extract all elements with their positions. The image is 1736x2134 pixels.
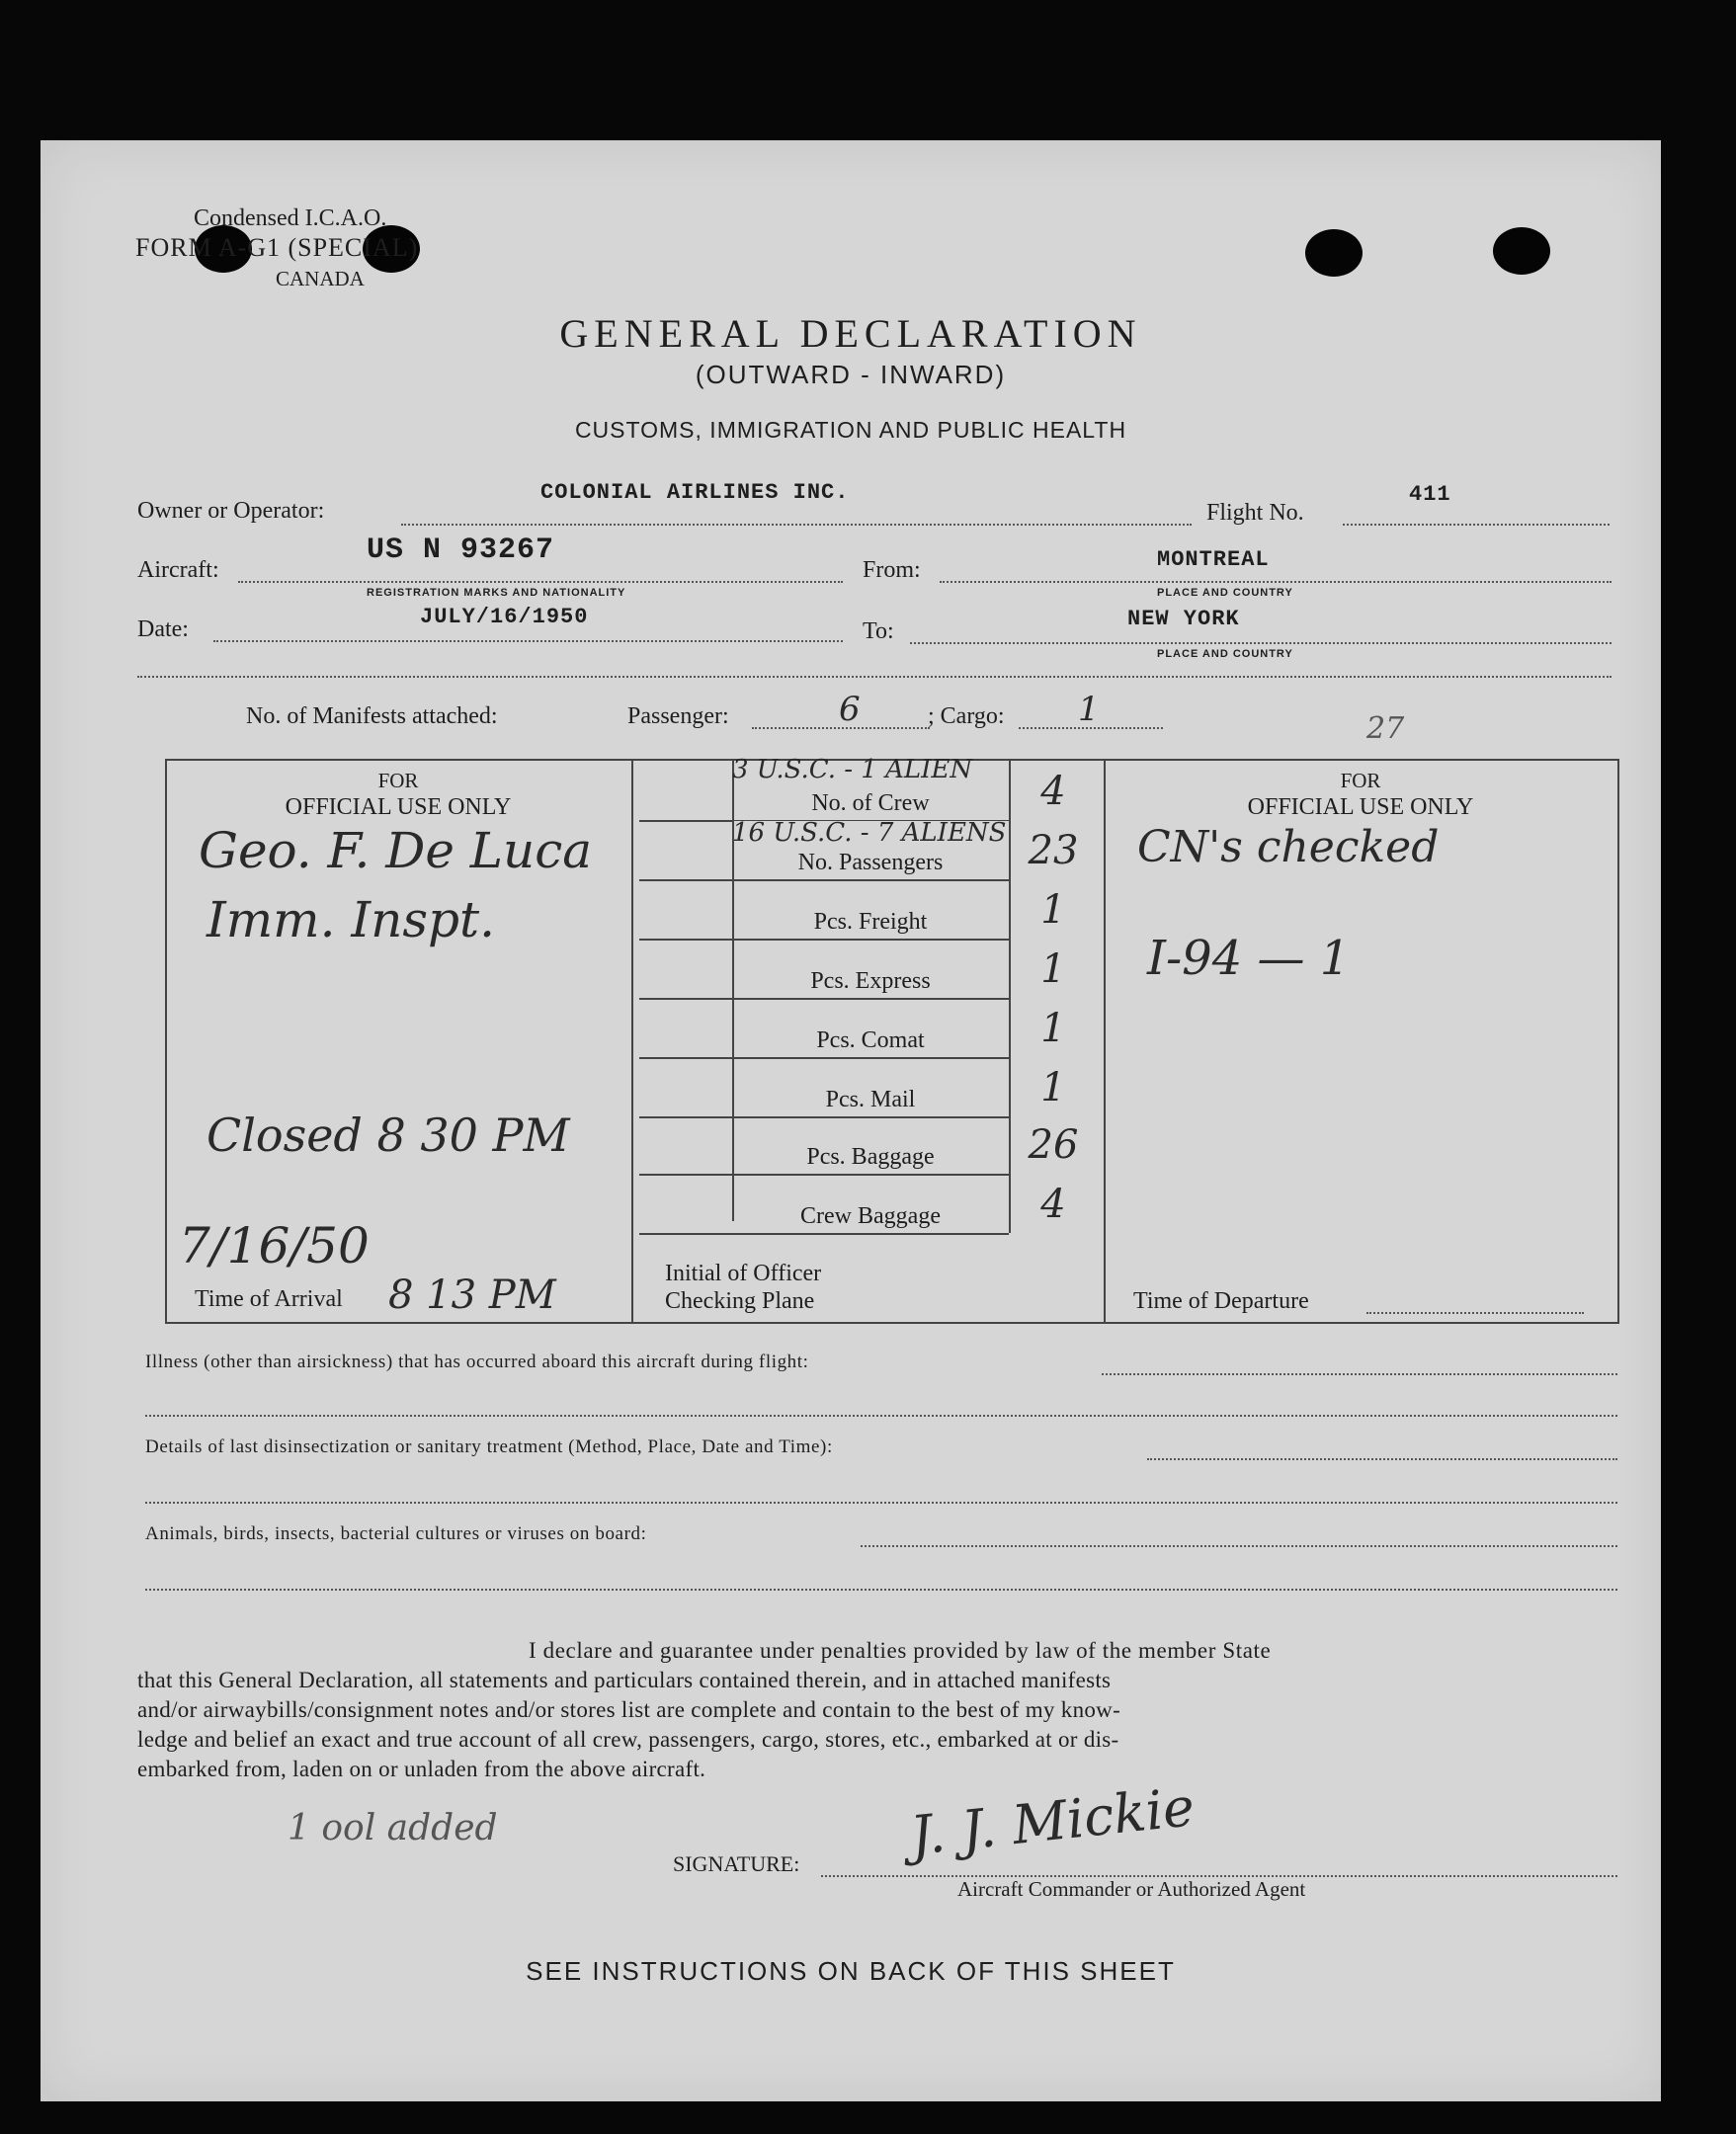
- row-label: Pcs. Mail: [825, 1087, 916, 1112]
- departure-label: Time of Departure: [1133, 1288, 1309, 1314]
- signature-label: SIGNATURE:: [673, 1851, 800, 1876]
- row-line: [732, 1174, 1009, 1176]
- to-line: [910, 642, 1612, 644]
- crew-note: 3 U.S.C. - 1 ALIEN: [732, 755, 973, 784]
- subtitle: (OUTWARD - INWARD): [695, 360, 1007, 389]
- row-label: Pcs. Baggage: [806, 1144, 935, 1170]
- i94-note: I-94 — 1: [1147, 931, 1351, 986]
- row-line: [639, 1174, 732, 1176]
- initial-label-1: Initial of Officer: [665, 1261, 822, 1286]
- closed-note: Closed 8 30 PM: [207, 1108, 570, 1162]
- signature-image: J. J. Mickie: [907, 1775, 1198, 1867]
- row-line: [639, 939, 732, 941]
- cn-checked-note: CN's checked: [1137, 822, 1440, 872]
- officer-name-note: Geo. F. De Luca: [199, 822, 593, 879]
- instructions-footer: SEE INSTRUCTIONS ON BACK OF THIS SHEET: [526, 1956, 1176, 1986]
- row-line: [732, 820, 1009, 821]
- departure-line: [1366, 1312, 1584, 1314]
- margin-number: 27: [1366, 711, 1405, 746]
- animals-line-1: [861, 1545, 1617, 1547]
- row-line: [732, 998, 1009, 1000]
- animals-line-2: [145, 1589, 1617, 1591]
- row-label: No. of Crew: [811, 790, 930, 816]
- illness-line-2: [145, 1415, 1617, 1417]
- page-title: GENERAL DECLARATION: [559, 311, 1142, 356]
- subtitle-2: CUSTOMS, IMMIGRATION AND PUBLIC HEALTH: [574, 417, 1127, 443]
- from-value: MONTREAL: [1157, 547, 1270, 572]
- animals-question: Animals, birds, insects, bacterial cultures or viruses on board:: [145, 1523, 647, 1544]
- row-label: Pcs. Comat: [816, 1027, 925, 1053]
- row-label: Pcs. Freight: [813, 909, 928, 935]
- row-value: 4: [1040, 1182, 1066, 1227]
- row-value: 1: [1040, 1065, 1066, 1110]
- row-value: 26: [1028, 1122, 1079, 1168]
- aircraft-value: US N 93267: [367, 534, 555, 567]
- owner-label: Owner or Operator:: [137, 498, 325, 524]
- illness-question: Illness (other than airsickness) that has occurred aboard this aircraft during flight:: [145, 1352, 809, 1372]
- owner-value: COLONIAL AIRLINES INC.: [540, 480, 850, 505]
- manifests-label: No. of Manifests attached:: [246, 703, 498, 729]
- row-line: [639, 879, 732, 881]
- country-label: CANADA: [276, 267, 365, 290]
- declaration-line: that this General Declaration, all statements and particulars contained therein, and in attached manifests: [137, 1668, 1112, 1692]
- condensed-label: Condensed I.C.A.O.: [194, 205, 387, 231]
- row-label: No. Passengers: [797, 850, 944, 875]
- row-line: [639, 998, 732, 1000]
- passenger-label: Passenger:: [627, 703, 729, 729]
- flight-value: 411: [1409, 482, 1451, 507]
- declaration-line: and/or airwaybills/consignment notes and/or stores list are complete and contain to the best of my know-: [137, 1697, 1121, 1722]
- passenger-note: 16 U.S.C. - 7 ALIENS: [732, 818, 1007, 848]
- punch-hole: [1305, 229, 1363, 277]
- margin-note: 1 ool added: [288, 1808, 498, 1848]
- left-box-divider: [631, 759, 633, 1322]
- right-official: OFFICIAL USE ONLY: [1247, 794, 1474, 820]
- from-caption: PLACE AND COUNTRY: [1157, 587, 1293, 599]
- row-line: [639, 820, 732, 822]
- aircraft-line: [238, 581, 843, 583]
- arrival-label: Time of Arrival: [195, 1286, 343, 1312]
- date-label: Date:: [137, 616, 189, 642]
- to-value: NEW YORK: [1127, 607, 1240, 631]
- row-line: [732, 939, 1009, 941]
- form-number: FORM A-G1 (SPECIAL): [135, 233, 419, 262]
- aircraft-caption: REGISTRATION MARKS AND NATIONALITY: [367, 587, 626, 599]
- row-line: [732, 1116, 1009, 1118]
- from-line: [940, 581, 1612, 583]
- row-line: [639, 1057, 732, 1059]
- date-line: [213, 640, 843, 642]
- officer-title-note: Imm. Inspt.: [207, 891, 495, 948]
- punch-hole: [1493, 227, 1550, 275]
- from-label: From:: [863, 557, 921, 583]
- disinsect-question: Details of last disinsectization or sanitary treatment (Method, Place, Date and Time):: [145, 1436, 833, 1457]
- illness-line-1: [1102, 1373, 1617, 1375]
- disinsect-line-2: [145, 1502, 1617, 1504]
- date-note: 7/16/50: [179, 1217, 370, 1274]
- declaration-line: I declare and guarantee under penalties provided by law of the member State: [529, 1638, 1272, 1663]
- signature-caption: Aircraft Commander or Authorized Agent: [957, 1877, 1306, 1901]
- flight-label: Flight No.: [1206, 500, 1304, 526]
- arrival-value: 8 13 PM: [388, 1272, 556, 1318]
- to-label: To:: [863, 618, 894, 644]
- right-for: FOR: [1340, 769, 1381, 792]
- row-value: 1: [1040, 1006, 1066, 1051]
- left-official: OFFICIAL USE ONLY: [285, 794, 512, 820]
- separator-line: [137, 676, 1612, 678]
- row-value: 1: [1040, 946, 1066, 992]
- row-line: [732, 879, 1009, 881]
- row-value: 4: [1040, 769, 1066, 814]
- flight-line: [1343, 524, 1610, 526]
- date-value: JULY/16/1950: [420, 605, 589, 629]
- aircraft-label: Aircraft:: [137, 557, 219, 583]
- row-line: [639, 1233, 1009, 1235]
- cargo-label: ; Cargo:: [928, 703, 1005, 729]
- disinsect-line-1: [1147, 1458, 1617, 1460]
- row-label: Crew Baggage: [800, 1203, 941, 1229]
- declaration-form: [41, 140, 1661, 2101]
- left-for: FOR: [377, 769, 419, 792]
- to-caption: PLACE AND COUNTRY: [1157, 648, 1293, 660]
- right-box-divider: [1104, 759, 1106, 1322]
- row-line: [732, 1057, 1009, 1059]
- row-line: [639, 1116, 732, 1118]
- declaration-line: ledge and belief an exact and true account of all crew, passengers, cargo, stores, etc., embarked at or dis-: [137, 1727, 1119, 1752]
- row-value: 1: [1040, 887, 1066, 933]
- passenger-value: 6: [839, 690, 861, 729]
- initial-label-2: Checking Plane: [665, 1288, 815, 1314]
- row-value: 23: [1028, 828, 1079, 873]
- row-label: Pcs. Express: [810, 968, 931, 994]
- owner-line: [401, 524, 1192, 526]
- cargo-value: 1: [1078, 690, 1100, 729]
- declaration-line: embarked from, laden on or unladen from the above aircraft.: [137, 1757, 706, 1781]
